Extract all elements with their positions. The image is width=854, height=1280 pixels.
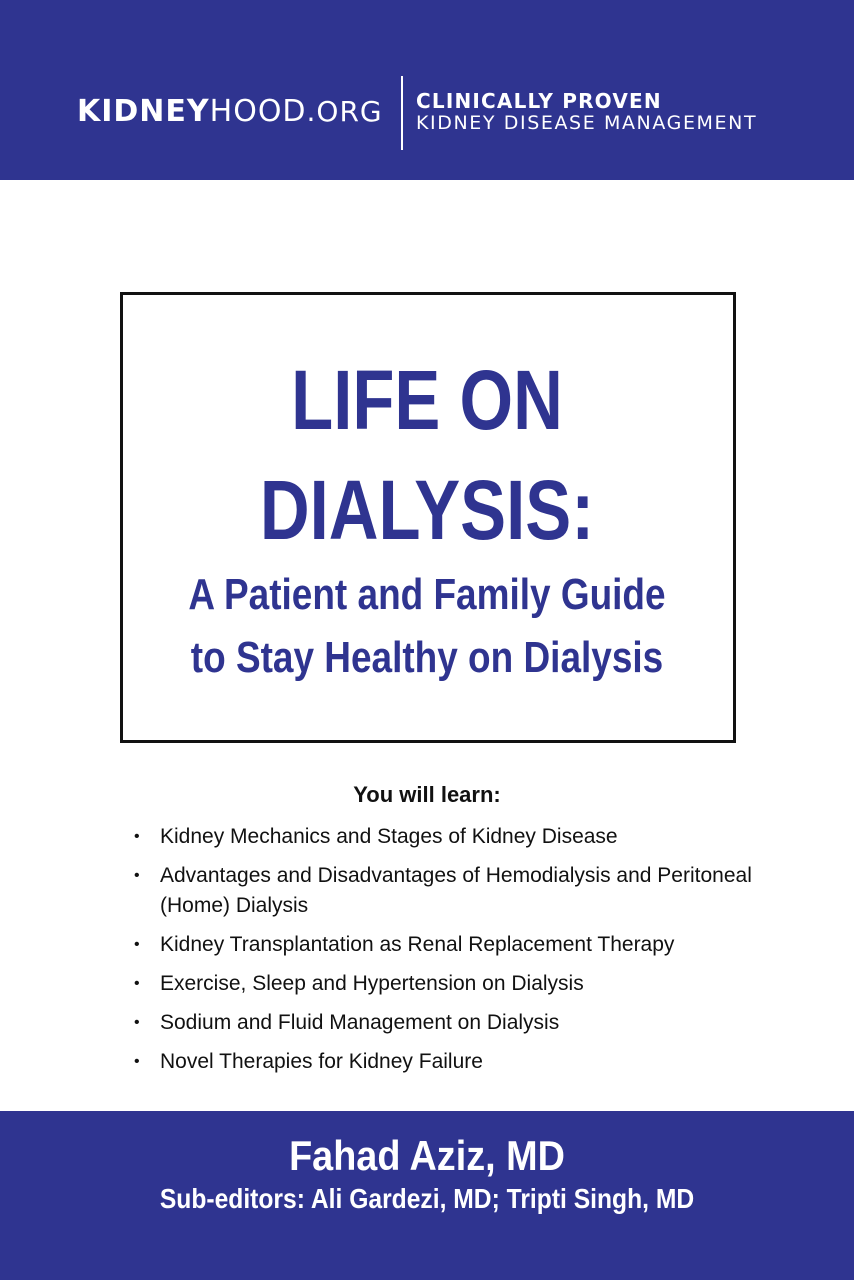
bullet-icon: • <box>134 1053 140 1070</box>
bullet-icon: • <box>134 867 140 884</box>
tagline-line2: KIDNEY DISEASE MANAGEMENT <box>416 112 758 134</box>
bullet-icon: • <box>134 828 140 845</box>
book-subtitle-line2: to Stay Healthy on Dialysis <box>190 633 664 682</box>
bullet-icon: • <box>134 975 140 992</box>
learn-list-item <box>130 822 770 852</box>
learn-list-item <box>130 1008 770 1038</box>
learn-list-item <box>130 969 770 999</box>
brand-logo <box>77 94 383 129</box>
learn-item-text: Novel Therapies for Kidney Failure <box>160 1050 483 1073</box>
brand-logo-suffix: .ORG <box>306 95 383 128</box>
learn-item-text: Exercise, Sleep and Hypertension on Dialysis <box>160 972 584 995</box>
learn-item-text: Sodium and Fluid Management on Dialysis <box>160 1011 560 1034</box>
author-name: Fahad Aziz, MD <box>289 1132 565 1179</box>
learn-heading: You will learn: <box>353 782 501 807</box>
learn-list <box>130 822 770 1086</box>
brand-logo-regular: HOOD <box>209 94 307 129</box>
learn-item-text: Advantages and Disadvantages of Hemodialysis and Peritoneal (Home) Dialysis <box>160 864 752 917</box>
book-title-line2: DIALYSIS: <box>259 463 595 557</box>
header-divider <box>401 76 403 150</box>
subeditors-line: Sub-editors: Ali Gardezi, MD; Tripti Singh, MD <box>159 1183 695 1214</box>
learn-list-item <box>130 1047 770 1077</box>
bullet-icon: • <box>134 1014 140 1031</box>
book-subtitle-line1: A Patient and Family Guide <box>188 570 666 619</box>
bullet-icon: • <box>134 936 140 953</box>
learn-item-text: Kidney Transplantation as Renal Replacement Therapy <box>160 933 675 956</box>
learn-list-item <box>130 930 770 960</box>
brand-logo-bold: KIDNEY <box>77 94 210 129</box>
learn-item-text: Kidney Mechanics and Stages of Kidney Disease <box>160 825 618 848</box>
tagline-line1: CLINICALLY PROVEN <box>416 89 662 113</box>
book-title-line1: LIFE ON <box>291 353 563 447</box>
learn-list-item <box>130 861 770 921</box>
